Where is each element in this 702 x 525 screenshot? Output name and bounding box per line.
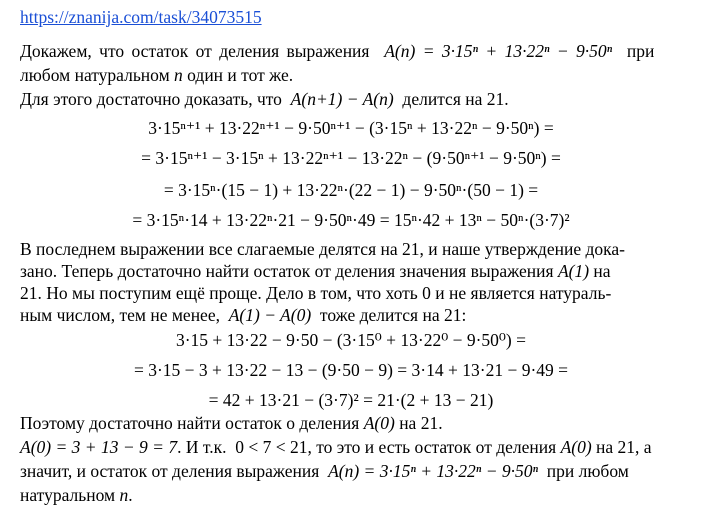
equation-2-3: = 42 + 13·21 − (3·7)² = 21·(2 + 13 − 21) <box>208 390 494 410</box>
var-n-2: n <box>119 485 129 505</box>
expr-A-0-2: A(0) <box>560 437 592 457</box>
equation-1-1: 3·15ⁿ⁺¹ + 13·22ⁿ⁺¹ − 9·50ⁿ⁺¹ − (3·15ⁿ + 13·22ⁿ − 9·50ⁿ) = <box>148 118 554 138</box>
para3-line2-end: на 21, а <box>596 437 652 457</box>
para3-line1-pre: Поэтому достаточно найти остаток о деления <box>20 413 360 433</box>
expr-A-1: A(1) <box>557 261 590 281</box>
para3-line1-post: на 21. <box>399 413 443 433</box>
para1-line3 <box>20 88 509 110</box>
para1-line3-text: Для этого достаточно доказать, что <box>20 89 282 109</box>
expr-inequality: 0 < 7 < 21 <box>235 437 308 457</box>
para3-line4-pre: натуральном <box>20 485 116 505</box>
para3-line4-post: . <box>128 485 133 505</box>
expr-difference-0: A(1) − A(0) <box>228 305 312 325</box>
para1-text: Докажем, что остаток от деления выражения <box>20 41 370 61</box>
expr-difference: A(n+1) − A(n) <box>290 89 394 109</box>
para3-line3-pre: значит, и остаток от деления выражения <box>20 461 320 481</box>
para1-line2-post: один и тот же. <box>187 65 294 85</box>
para3-line2 <box>20 436 652 458</box>
para1-line3-end: делится на 21. <box>402 89 509 109</box>
equation-1-2: = 3·15ⁿ⁺¹ − 3·15ⁿ + 13·22ⁿ⁺¹ − 13·22ⁿ − (9·50ⁿ⁺¹ − 9·50ⁿ) = <box>141 148 561 168</box>
para3-line4 <box>20 484 133 506</box>
para2-line2-end: на <box>593 261 611 281</box>
para2-line4 <box>20 304 466 326</box>
equation-2-1: 3·15 + 13·22 − 9·50 − (3·15⁰ + 13·22⁰ − 9·50⁰) = <box>175 330 526 350</box>
expr-A0-value: A(0) = 3 + 13 − 9 = 7 <box>20 437 178 457</box>
equation-1-3: = 3·15ⁿ·(15 − 1) + 13·22ⁿ·(22 − 1) − 9·50ⁿ·(50 − 1) = <box>163 180 539 200</box>
para2-line2-text: зано. Теперь достаточно найти остаток от деления значения выражения <box>20 261 554 281</box>
para2-line4-post: тоже делится на 21: <box>319 305 467 325</box>
expr-A-of-n-2: A(n) = 3·15ⁿ + 13·22ⁿ − 9·50ⁿ <box>328 461 539 481</box>
equation-2-2: = 3·15 − 3 + 13·22 − 13 − (9·50 − 9) = 3·14 + 13·21 − 9·49 = <box>133 360 569 380</box>
var-n: n <box>174 65 183 85</box>
para3-line3 <box>20 460 629 482</box>
para1-line2 <box>20 64 293 86</box>
para1-line2-pre: любом натуральном <box>20 65 170 85</box>
para3-line1 <box>20 412 443 434</box>
source-link[interactable]: https://znanija.com/task/34073515 <box>20 7 262 27</box>
para3-line2-post: , то это и есть остаток от деления <box>307 437 557 457</box>
para2-line2 <box>20 260 611 282</box>
para2-line3: 21. Но мы поступим ещё проще. Дело в том, что хоть 0 и не является натураль- <box>20 283 612 303</box>
para3-line2-mid: . И т.к. <box>177 437 227 457</box>
expr-A-0: A(0) <box>363 413 395 433</box>
para2-line1: В последнем выражении все слагаемые делятся на 21, и наше утверждение дока- <box>20 239 625 259</box>
para1-line1 <box>20 40 654 62</box>
equation-1-4: = 3·15ⁿ·14 + 13·22ⁿ·21 − 9·50ⁿ·49 = 15ⁿ·42 + 13ⁿ − 50ⁿ·(3·7)² <box>132 210 570 230</box>
expr-A-of-n: A(n) = 3·15ⁿ + 13·22ⁿ − 9·50ⁿ <box>384 41 613 61</box>
para3-line3-post: при любом <box>546 461 629 481</box>
para1-end: при <box>626 41 655 61</box>
para2-line4-pre: ным числом, тем не менее, <box>20 305 220 325</box>
